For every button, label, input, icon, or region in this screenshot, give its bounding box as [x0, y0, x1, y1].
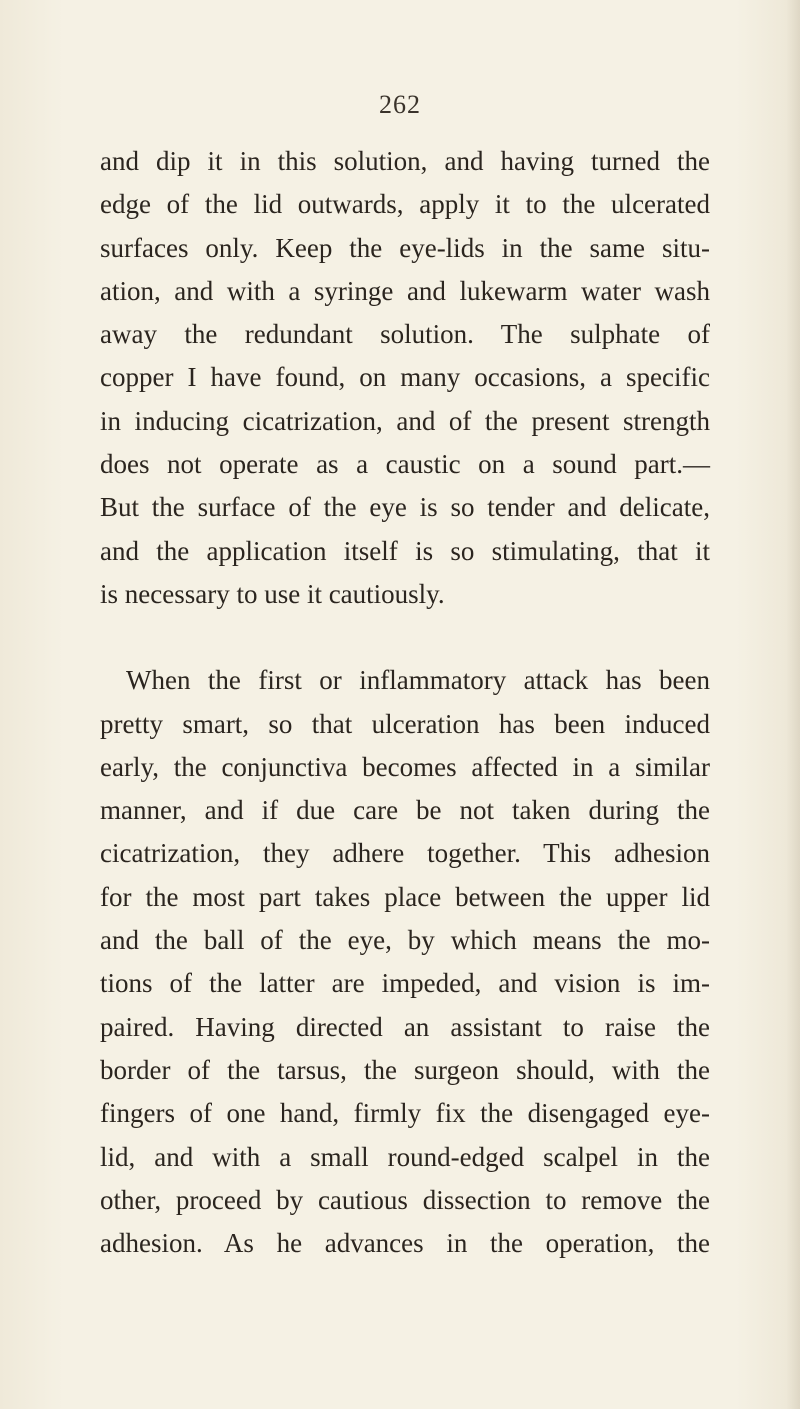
text-line: But the surface of the eye is so tender and delicate, [100, 492, 710, 523]
text-line: surfaces only. Keep the eye-lids in the same situ- [100, 232, 710, 263]
text-line: and the application itself is so stimulating, that it [100, 535, 710, 566]
text-line: manner, and if due care be not taken during the [100, 795, 710, 826]
page-number: 262 [379, 90, 421, 119]
body-text [100, 140, 710, 1265]
text-line: early, the conjunctiva becomes affected in a similar [100, 751, 710, 782]
text-line: ation, and with a syringe and lukewarm water wash [100, 275, 710, 306]
text-line: When the first or inflammatory attack has been [126, 665, 710, 696]
text-line: for the most part takes place between the upper lid [100, 881, 710, 912]
paragraph-2 [100, 659, 710, 1265]
text-line: cicatrization, they adhere together. This adhesion [100, 838, 710, 869]
text-line: paired. Having directed an assistant to raise the [100, 1011, 710, 1042]
text-line: other, proceed by cautious dissection to remove the [100, 1184, 710, 1215]
text-line: edge of the lid outwards, apply it to the ulcerated [100, 189, 710, 220]
text-line: in inducing cicatrization, and of the present strength [100, 405, 710, 436]
text-line: and the ball of the eye, by which means the mo- [100, 925, 710, 956]
text-line: does not operate as a caustic on a sound part.— [100, 449, 710, 480]
text-line: fingers of one hand, firmly fix the disengaged eye- [100, 1098, 710, 1129]
text-line: copper I have found, on many occasions, a specific [100, 362, 710, 393]
text-line: adhesion. As he advances in the operation, the [100, 1228, 710, 1259]
paragraph-1 [100, 140, 710, 616]
text-line: pretty smart, so that ulceration has been induced [100, 708, 710, 739]
text-line: is necessary to use it cautiously. [100, 578, 445, 609]
text-line: and dip it in this solution, and having turned the [100, 146, 710, 176]
text-line: lid, and with a small round-edged scalpel in the [100, 1141, 710, 1172]
page-edge-shadow [786, 0, 800, 1409]
text-line: border of the tarsus, the surgeon should, with the [100, 1054, 710, 1085]
text-line: away the redundant solution. The sulphate of [100, 319, 710, 350]
text-line: tions of the latter are impeded, and vision is im- [100, 968, 710, 999]
paragraph-gap [100, 616, 710, 659]
